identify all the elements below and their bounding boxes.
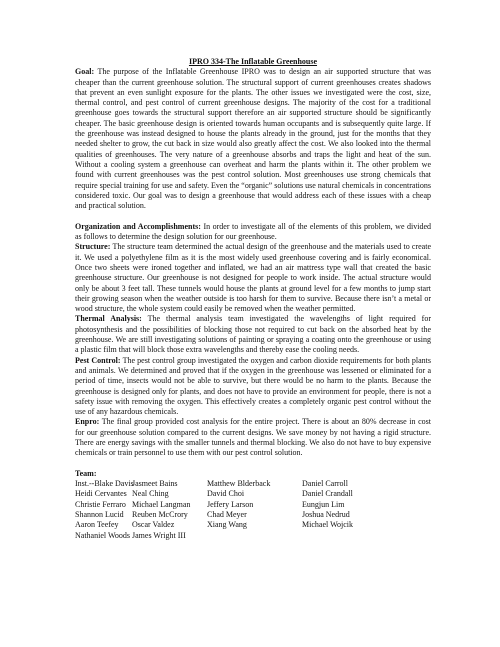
pest-control-label: Pest Control: — [75, 355, 121, 365]
organization-text: In order to investigate all of the elements of this problem, we divided as follows to determine the design solution for our greenhouse. — [75, 221, 432, 242]
goal-text: The purpose of the Inflatable Greenhouse IPRO was to design an air supported structure that was cheaper than the current greenhouse solution. The structural support of current greenhouses creates shadows that prevent an even sunlight exposure for the plants. The other issues we investigated were the cost, size, thermal control, and pest control of current greenhouse designs. The majority of the cost for a traditional greenhouse goes towards the structural support therefore an air supported structure should be significantly cheaper. The basic greenhouse design is oriented towards human occupants and is subsequently quite large. If the greenhouse was instead designed to house the plants already in the ground, just for the months that they needed shelter to grow, the cut back in size would also greatly affect the cost. We also looked into the thermal qualities of greenhouses. The very nature of a greenhouse absorbs and traps the light and heat of the sun. Without a cooling system a greenhouse can overheat and harm the plants within it. The other problem we found with current greenhouses was the pest control solution. Most greenhouses use strong chemicals that require special training for use and safety. Even the “organic” solutions use natural chemicals in concentrations considered toxic. Our goal was to design a greenhouse that would address each of these issues with a cheap and practical solution. — [75, 67, 431, 211]
structure-text: The structure team determined the actual design of the greenhouse and the materials used to create it. We used a polyethylene film as it is the most widely used greenhouse covering and is fairly economical. Once two sheets were ironed together and inflated, we had an air mattress type wall that created the basic greenhouse structure. Our greenhouse is not designed for people to work inside. The actual structure would only be about 3 feet tall. These tunnels would house the plants at ground level for a few months to jump start their growing season when the weather outside is too harsh for them to survive. Because there isn’t a metal or wood structure, the whole system could easily be removed when the weather permitted. — [75, 242, 431, 314]
thermal-text: The thermal analysis team investigated the wavelengths of light required for photosynthesis and the possibilities of blocking those not required to cut back on the absorbed heat by the greenhouse. We are still investigating solutions of painting or spraying a coating onto the greenhouse or using a plastic film that will block those extra wavelengths and thereby ease the cooling needs. — [75, 314, 432, 355]
team-member: Xiang Wang — [207, 520, 247, 530]
team-column-3 — [207, 479, 302, 541]
team-heading: Team: — [75, 468, 97, 478]
team-member: Oscar Valdez — [132, 520, 175, 530]
team-member: Michael Wojcik — [302, 520, 353, 530]
team-member: Shannon Lucid — [75, 510, 124, 520]
team-column-2 — [132, 479, 207, 541]
team-member: David Choi — [207, 489, 245, 499]
team-member: Daniel Carroll — [302, 479, 348, 489]
team-member: Nathaniel Woods — [75, 530, 130, 540]
team-member: Neal Ching — [132, 489, 169, 499]
enpro-label: Enpro: — [75, 417, 100, 427]
team-member: James Wright III — [132, 530, 186, 540]
thermal-paragraph — [75, 314, 431, 355]
team-member: Heidi Cervantes — [75, 489, 127, 499]
team-member: Jeffery Larson — [207, 499, 254, 509]
team-roster — [75, 479, 431, 541]
enpro-text: The final group provided cost analysis for the entire project. There is about an 80% decrease in cost for our greenhouse solution compared to the current designs. We save money by not having a rigid structure. There are energy savings with the smaller tunnels and thermal blocking. We also do not have to buy expensive chemicals or train personnel to use them with our pest control solution. — [75, 417, 431, 458]
organization-paragraph — [75, 222, 431, 243]
enpro-paragraph — [75, 417, 431, 458]
structure-paragraph — [75, 242, 431, 314]
pest-control-paragraph — [75, 356, 431, 418]
team-member: Chad Meyer — [207, 510, 247, 520]
team-member: Matthew Blderback — [207, 479, 271, 489]
team-member: Joshua Nedrud — [302, 510, 350, 520]
team-member: Inst.--Blake Davis — [75, 479, 134, 489]
document-title: IPRO 334-The Inflatable Greenhouse — [188, 57, 318, 66]
goal-paragraph — [75, 67, 431, 211]
paragraph-spacer — [75, 459, 431, 469]
team-member: Aaron Teefey — [75, 520, 119, 530]
thermal-label: Thermal Analysis: — [75, 314, 142, 324]
organization-label: Organization and Accomplishments: — [75, 221, 201, 231]
team-member: Michael Langman — [132, 499, 191, 509]
team-member: Daniel Crandall — [302, 489, 353, 499]
team-member: Eungjun Lim — [302, 499, 345, 509]
goal-label: Goal: — [75, 67, 95, 77]
paragraph-spacer — [75, 211, 431, 221]
pest-control-text: The pest control group investigated the oxygen and carbon dioxide requirements for both plants and animals. We determined and proved that if the oxygen in the greenhouse was lessened or eliminated for a period of time, insects would not be able to survive, but there would be no harm to the plants. Because the greenhouse is designed only for plants, and does not have to provide an environment for people, there is not a safety issue with removing the oxygen. This effectively creates a completely organic pest control without the use of any hazardous chemicals. — [75, 355, 431, 417]
team-member: Reuben McCrory — [132, 510, 188, 520]
structure-label: Structure: — [75, 242, 111, 252]
team-column-1 — [75, 479, 132, 541]
team-member: Jasmeet Bains — [132, 479, 178, 489]
team-column-4 — [302, 479, 412, 541]
document-body — [75, 57, 431, 541]
team-member: Christie Ferraro — [75, 499, 126, 509]
